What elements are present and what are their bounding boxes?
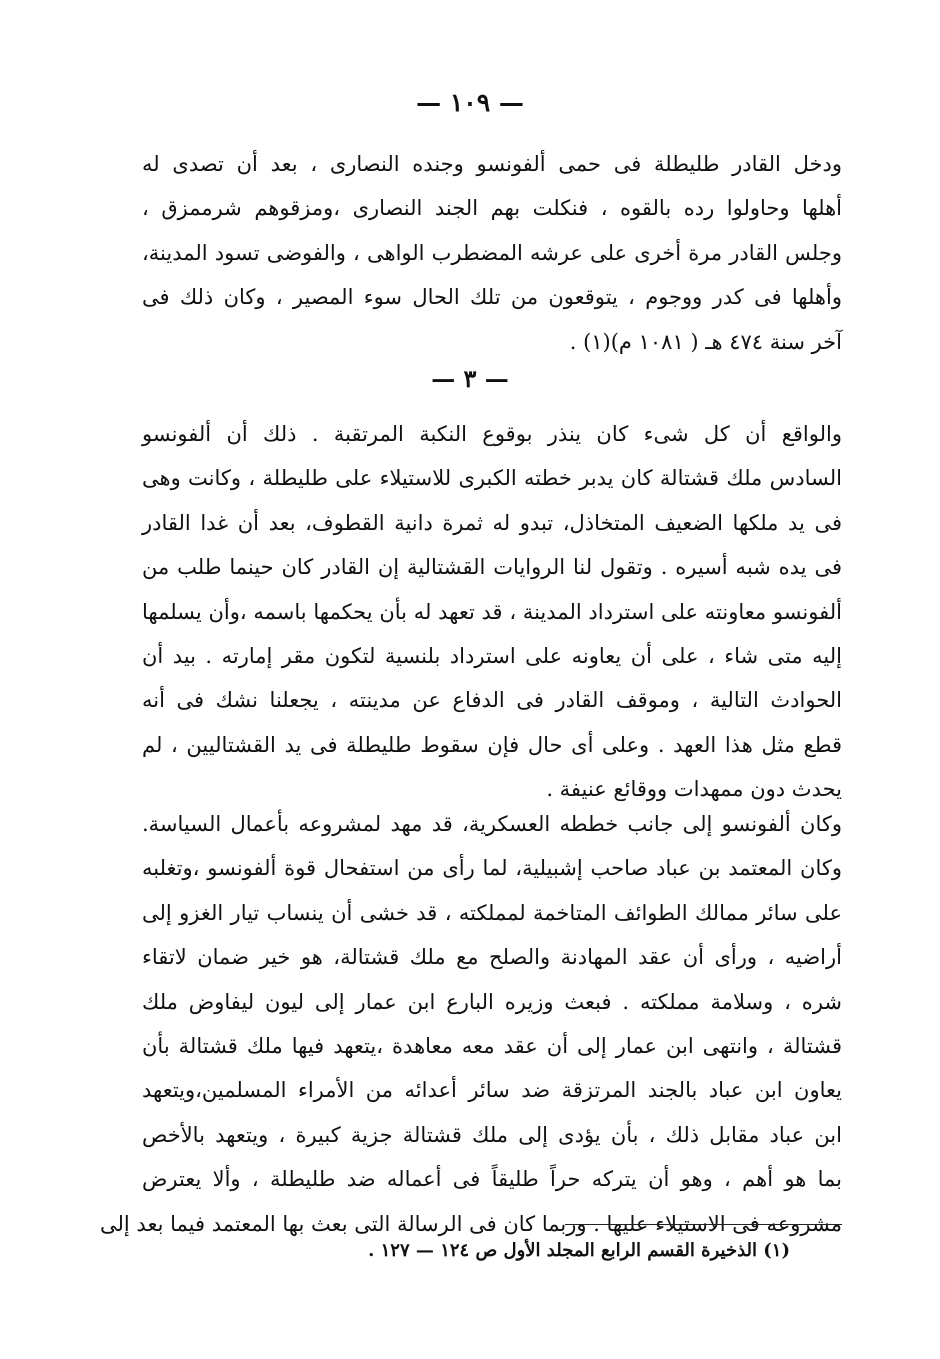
text-line: أراضيه ، ورأى أن عقد المهادنة والصلح مع ملك قشتالة، هو خير ضمان لاتقاء xyxy=(142,945,842,970)
text-line: ابن عباد مقابل ذلك ، بأن يؤدى إلى ملك قشتالة جزية كبيرة ، ويتعهد بالأخص xyxy=(142,1122,842,1147)
text-line: وكان المعتمد بن عباد صاحب إشبيلية، لما رأى من استفحال قوة ألفونسو ،وتغلبه xyxy=(142,856,842,881)
text-line: وجلس القادر مرة أخرى على عرشه المضطرب الواهى ، والفوضى تسود المدينة، xyxy=(142,240,842,265)
text-line: السادس ملك قشتالة كان يدبر خطته الكبرى للاستيلاء على طليطلة ، وكانت وهى xyxy=(142,466,842,491)
text-line: أهلها وحاولوا رده بالقوه ، فنكلت بهم الجند النصارى ،ومزقوهم شرممزق ، xyxy=(142,196,842,221)
page-number: — ١٠٩ — xyxy=(416,88,524,117)
paragraph-2 xyxy=(142,412,842,812)
text-line: ألفونسو معاونته على استرداد المدينة ، قد تعهد له بأن يحكمها باسمه ،وأن يسلمها xyxy=(142,599,842,624)
text-line: ودخل القادر طليطلة فى حمى ألفونسو وجنده النصارى ، بعد أن تصدى له xyxy=(142,152,842,176)
footnote-divider xyxy=(565,1224,842,1225)
paragraph-1 xyxy=(142,142,842,364)
text-line: على سائر ممالك الطوائف المتاخمة لمملكته ، قد خشى أن ينساب تيار الغزو إلى xyxy=(142,900,842,925)
text-line: آخر سنة ٤٧٤ هـ ( ١٠٨١ م)(١) . xyxy=(569,329,842,354)
text-line: والواقع أن كل شىء كان ينذر بوقوع النكبة المرتقبة . ذلك أن ألفونسو xyxy=(142,422,842,446)
text-line: شره ، وسلامة مملكته . فبعث وزيره البارع ابن عمار إلى ليون ليفاوض ملك xyxy=(142,989,842,1014)
text-line: قطع مثل هذا العهد . وعلى أى حال فإن سقوط طليطلة فى يد القشتاليين ، لم xyxy=(142,732,842,757)
section-number: — ٣ — xyxy=(431,364,509,393)
text-line: يحدث دون ممهدات ووقائع عنيفة . xyxy=(546,777,842,802)
text-line: بما هو أهم ، وهو أن يتركه حراً طليقاً فى أعماله ضد طليطلة ، وألا يعترض xyxy=(142,1167,842,1192)
text-line: مشروعه فى الاستيلاء عليها . وربما كان فى الرسالة التى بعث بها المعتمد فيما بعد إلى xyxy=(100,1211,842,1236)
text-line: فى يد ملكها الضعيف المتخاذل، تبدو له ثمرة دانية القطوف، بعد أن غدا القادر xyxy=(142,510,842,535)
text-line: وكان ألفونسو إلى جانب خططه العسكرية، قد مهد لمشروعه بأعمال السياسة. xyxy=(142,812,842,836)
text-line: قشتالة ، وانتهى ابن عمار إلى أن عقد معه معاهدة ،يتعهد فيها ملك قشتالة بأن xyxy=(142,1034,842,1059)
text-line: يعاون ابن عباد بالجند المرتزقة ضد سائر أعدائه من الأمراء المسلمين،ويتعهد xyxy=(142,1078,842,1103)
text-line: فى يده شبه أسيره . وتقول لنا الروايات القشتالية إن القادر كان حينما طلب من xyxy=(142,555,842,580)
text-line: الحوادث التالية ، وموقف القادر فى الدفاع عن مدينته ، يجعلنا نشك فى أنه xyxy=(142,688,842,713)
text-line: وأهلها فى كدر ووجوم ، يتوقعون من تلك الحال سوء المصير ، وكان ذلك فى xyxy=(142,285,842,310)
text-line: إليه متى شاء ، على أن يعاونه على استرداد بلنسية لتكون مقر إمارته . بيد أن xyxy=(142,644,842,669)
paragraph-3 xyxy=(100,802,842,1246)
footnote: (١) الذخيرة القسم الرابع المجلد الأول ص ١٢٤ — ١٢٧ . xyxy=(368,1240,790,1261)
